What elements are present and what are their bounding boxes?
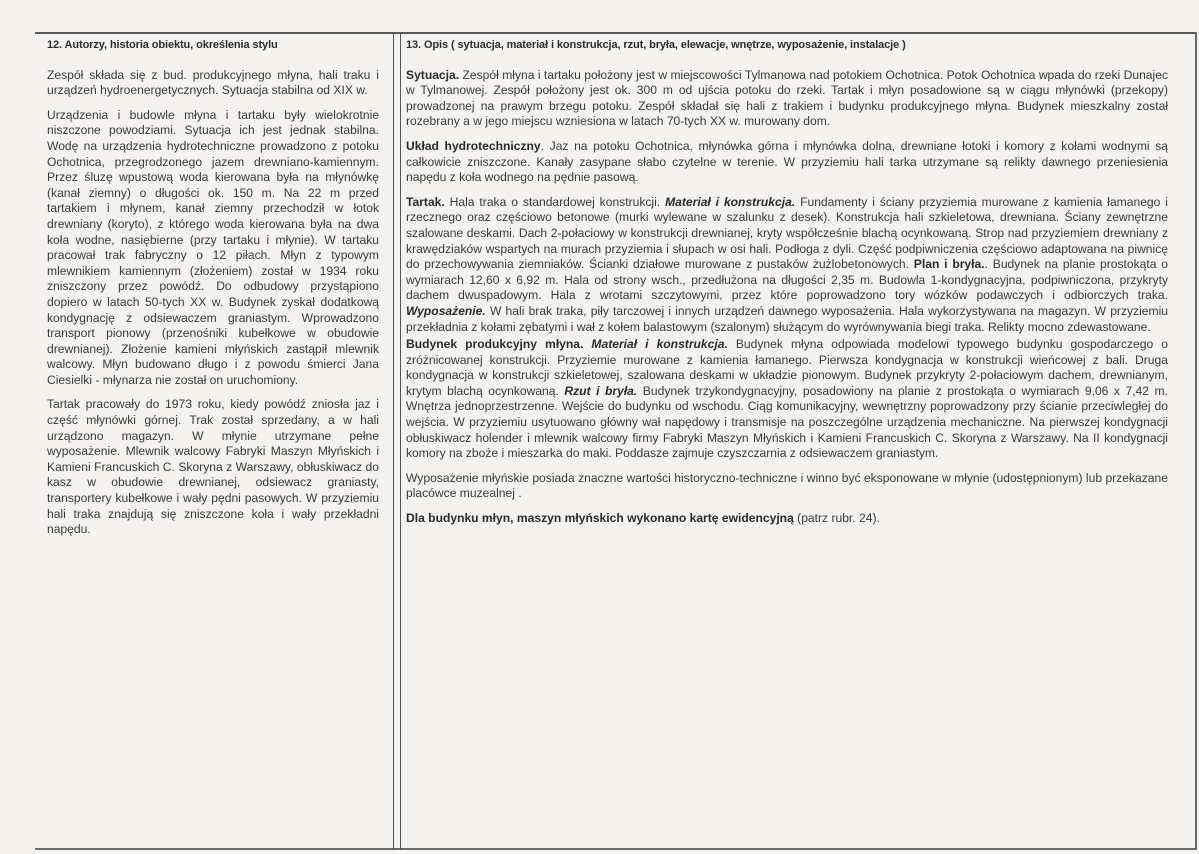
left-paragraph-2: Urządzenia i budowle młyna i tartaku były wielokrotnie niszczone powodziami. Sytuacja ich jest jednak stabilna. Wodę na urządzenia hydrotechniczne prowadzono z potoku Ochotnica, przegrodzonego jazem drewniano-kamiennym. Przez śluzę wpustową woda kierowana była na młynówkę (kanał ziemny) o długości ok. 150 m. Na 22 m przed tartakiem i młynem, kanał ziemny przechodził w łotok drewniany (koryto), z którego woda kierowana była na dwa koła wodne, nasiębierne (przy tartaku i młynie). W tartaku pracował trak fabryczny o 12 piłach. Młyn z typowym mlewnikiem kamiennym (złożeniem) został w 1934 roku zniszczony przez powódź. Do odbudowy przystąpiono dopiero w latach 50-tych XX w. Budynek zyskał dodatkową kondygnację z odsiewaczem graniastym. Wprowadzono transport pionowy (przenośniki kubełkowe w obudowie drewnianej). Złożenie kamieni młyńskich zastąpił mlewnik walcowy. Młyn budowano długo i z powodu śmierci Jana Ciesielki - młynarza nie został on uruchomiony. — [47, 107, 379, 387]
karta-paragraph — [406, 511, 1168, 527]
budynek-material-label: Materiał i konstrukcja. — [591, 337, 728, 352]
frame-top-border — [35, 32, 1197, 34]
sytuacja-text: Zespół młyna i tartaku położony jest w miejscowości Tylmanowa nad potokiem Ochotnica. Potok Ochotnica wpada do rzeki Dunajec w Tylmanowej. Zespół położony jest ok. 300 m od ujścia potoku do rzeki. Tartak i młyn posadowione są w ciągu młynówki (przekopy) prowadzonej na prawym brzegu potoku. Zespół składał się hali z trakiem i budynku produkcyjnego młyna. Budynek mieszkalny został rozebrany a w jego miejscu wzniesiona w latach 70-tych XX w. murowany dom. — [406, 67, 1168, 129]
right-column — [406, 38, 1168, 536]
left-paragraph-1: Zespół składa się z bud. produkcyjnego młyna, hali traku i urządzeń hydroenergetycznych. Sytuacja stabilna od XIX w. — [47, 67, 379, 98]
sytuacja-paragraph — [406, 68, 1168, 130]
budynek-text-1: Budynek młyna odpowiada modelowi typowego budynku gospodarczego o zróżnicowanej konstrukcji. Przyziemie murowane z kamienia łamanego. Pierwsza kondygnacja w konstrukcji wieńcowej z bali. Druga kondygnacja w konstrukcji szkieletowej, szalowana deskami w układzie pionowym. Budynek przykryty 2-połaciowym dachem, drewnianym, krytym blachą ocynkowaną. — [406, 337, 1168, 398]
column-divider-secondary — [400, 32, 401, 850]
tartak-material-label: Materiał i konstrukcja. — [665, 194, 796, 209]
section-12-heading: 12. Autorzy, historia obiektu, określenia stylu — [47, 39, 278, 51]
left-paragraph-3: Tartak pracowały do 1973 roku, kiedy powódź zniosła jaz i część młynówki górnej. Trak został sprzedany, a w hali urządzono magazyn. W młynie utrzymane pełne wyposażenie. Mlewnik walcowy Fabryki Maszyn Młyńskich i Kamieni Francuskich C. Skoryna z Warszawy, obłuskiwacz do kasz w obudowie drewnianej, odsiewacz graniasty, transportery kubełkowe i wały pędni pasowych. W przyziemiu hali traka znajdują się zniszczone koła i wały przekładni napędu. — [47, 397, 379, 537]
tartak-label: Tartak. — [406, 194, 445, 209]
budynek-rzut-label: Rzut i bryła. — [564, 383, 638, 398]
tartak-paragraph — [406, 195, 1168, 335]
budynek-text-2: Budynek trzykondygnacyjny, posadowiony na planie z prostokąta o wymiarach 9,06 x 7,42 m. Wnętrza jednoprzestrzenne. Wejście do budynku od wschodu. Ciąg komunikacyjny, wewnętrzny poprowadzony przy ścianie przeciwległej do wejścia. W przyziemiu usytuowano główny wał napędowy i transmisje na poszczególne urządzenia mechaniczne. Na pierwszej kondygnacji obłuskiwacz holender i mlewnik walcowy firmy Fabryki Maszyn Młyńskich i Kamieni Francuskich C. Skoryna z Warszawy. Na II kondygnacji komory na zboże i mieszarka do maki. Poddasze zajmuje czyszczarnia z odsiewaczem graniastym. — [406, 383, 1168, 461]
tartak-text-1: Hala traka o standardowej konstrukcji. — [444, 194, 666, 209]
tartak-plan-label: Plan i bryła. — [913, 257, 985, 272]
budynek-paragraph — [406, 337, 1168, 462]
uklad-label: Układ hydrotechniczny — [406, 138, 541, 153]
budynek-label: Budynek produkcyjny młyna. — [406, 337, 584, 352]
column-divider — [393, 32, 394, 850]
karta-text: (patrz rubr. 24). — [793, 511, 880, 526]
uklad-text: . Jaz na potoku Ochotnica, młynówka górna i młynówka dolna, drewniane łotoki i komory z kołami wodnymi są całkowicie zniszczone. Kanały zasypane słabo czytelne w terenie. W przyziemiu hali tarka utrzymane są relikty dawnego przeniesienia napędu z koła wodnego na pędnie pasową. — [406, 138, 1168, 185]
tartak-text-2: Fundamenty i ściany przyziemia murowane z kamienia łamanego i rzecznego oraz częściowo betonowe (murki wylewane w szalunku z desek). Konstrukcja hali szkieletowa, drewniana. Ściany zewnętrzne szalowane deskami. Dach 2-połaciowy w konstrukcji drewnianej, kryty współcześnie blachą ocynkowaną. Strop nad przyziemiem drewniany z krawędziaków wspartych na murach przyziemia i słupach w osi hali. Podłoga z dyli. Część podpiwniczenia częściowo adaptowana na piwnicę do przechowywania ziemniaków. Ścianki działowe murowane z pustaków żużlobetonowych. — [406, 194, 1168, 272]
section-13-heading: 13. Opis ( sytuacja, materiał i konstrukcja, rzut, bryła, elewacje, wnętrze, wyposażenie, instalacje ) — [406, 39, 906, 51]
tartak-text-4: W hali brak traka, piły tarczowej i innych urządzeń dawnego wyposażenia. Hala wykorzystywana na magazyn. W przyziemiu przekładnia z kołami zębatymi i wał z kołem balastowym (szalonym) służącym do wyrównywania biegi traka. Relikty mocno zdewastowane. — [406, 303, 1168, 334]
karta-label: Dla budynku młyn, maszyn młyńskich wykonano kartę ewidencyjną — [406, 511, 794, 526]
tartak-text-3: . Budynek na planie prostokąta o wymiarach 12,60 x 6,92 m. Hala od strony wsch., przedłużona na długości 2,35 m. Budowla 1-kondygnacyjna, podpiwniczona, przykryty dachem dwuspadowym. Hala z wrotami szczytowymi, przez które poprowadzono tory wózków podawczych i odbiorczych traka. — [406, 257, 1168, 303]
frame-right-border — [1195, 32, 1197, 850]
sytuacja-label: Sytuacja. — [406, 67, 460, 82]
tartak-wyposazenie-label: Wyposażenie. — [406, 303, 486, 318]
wyposazenie-paragraph: Wyposażenie młyńskie posiada znaczne wartości historyczno-techniczne i winno być eksponowane w młynie (udostępnionym) lub przekazane placówce muzealnej . — [406, 470, 1168, 501]
uklad-paragraph — [406, 139, 1168, 186]
frame-bottom-border — [35, 848, 1197, 850]
left-column — [47, 38, 379, 547]
